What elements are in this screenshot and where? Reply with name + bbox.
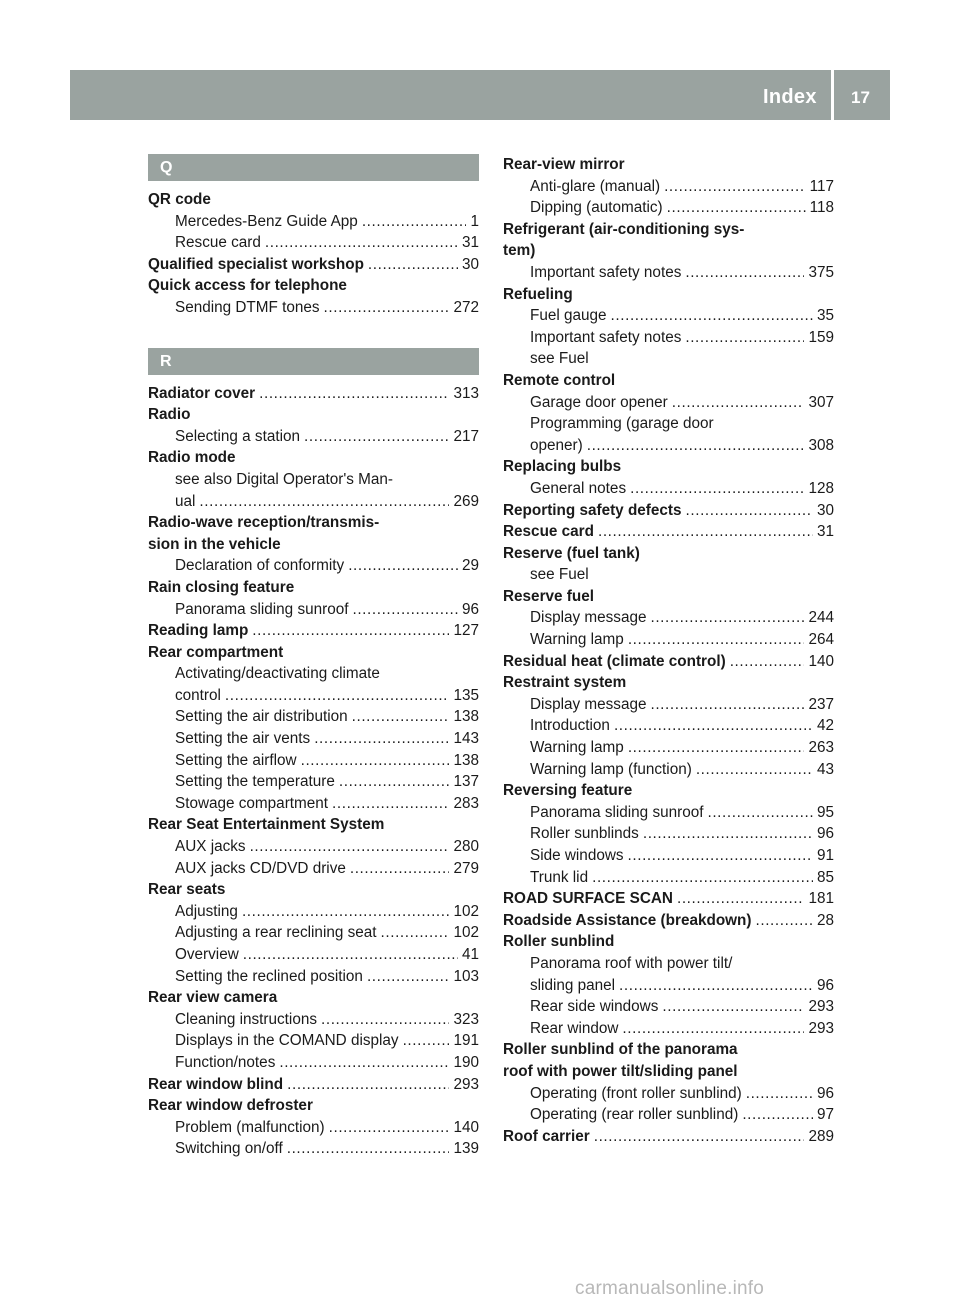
index-subentry[interactable] (503, 694, 834, 716)
index-subentry[interactable] (503, 1083, 834, 1105)
dot-leader (304, 426, 449, 448)
dot-leader (250, 836, 450, 858)
dot-leader (730, 651, 805, 673)
page-reference: 283 (453, 794, 479, 812)
dot-leader (321, 1009, 449, 1031)
index-subentry[interactable] (148, 771, 479, 793)
index-subentry[interactable] (148, 426, 479, 448)
index-subentry[interactable] (148, 555, 479, 577)
dot-leader (339, 771, 450, 793)
entry-text: Fuel gauge (530, 307, 607, 325)
index-subentry[interactable] (148, 685, 479, 707)
index-subentry[interactable] (503, 975, 834, 997)
page-reference: 42 (816, 717, 834, 735)
index-subentry[interactable] (503, 1018, 834, 1040)
entry-text: Rear side windows (530, 998, 659, 1016)
page-reference: 30 (816, 501, 834, 519)
index-subentry[interactable] (503, 435, 834, 457)
entry-text: Rescue card (175, 234, 261, 252)
dot-leader (265, 232, 458, 254)
index-entry-heading: Rear-view mirror (503, 156, 625, 173)
index-entry-heading: Radio-wave reception/transmis- (148, 514, 380, 532)
entry-text: Introduction (530, 717, 610, 735)
page-reference: 29 (461, 557, 479, 575)
header-divider (831, 70, 834, 120)
dot-leader (403, 1030, 450, 1052)
dot-leader (362, 211, 467, 233)
dot-leader (199, 491, 449, 513)
index-subentry[interactable] (148, 922, 479, 944)
index-subentry[interactable] (503, 867, 834, 889)
index-entry-heading: QR code (148, 191, 211, 208)
dot-leader (314, 728, 449, 750)
entry-text: Selecting a station (175, 427, 301, 445)
index-entry[interactable] (148, 383, 479, 405)
page-reference: 1 (470, 212, 479, 230)
index-entry-heading: Rear seats (148, 881, 226, 899)
page-reference: 191 (453, 1032, 479, 1050)
page-number: 17 (851, 88, 870, 107)
index-entry-heading: Replacing bulbs (503, 458, 622, 476)
entry-text: Garage door opener (530, 393, 668, 411)
index-subentry[interactable] (503, 197, 834, 219)
entry-text: Declaration of conformity (175, 557, 345, 575)
index-subentry[interactable] (148, 750, 479, 772)
page-reference: 128 (808, 479, 834, 497)
page-reference: 85 (816, 868, 834, 886)
dot-leader (352, 706, 450, 728)
index-subentry[interactable] (503, 759, 834, 781)
index-entry-heading: Reserve (fuel tank) (503, 544, 640, 562)
letter-heading: R (148, 348, 479, 375)
index-subentry[interactable] (148, 1138, 479, 1160)
index-subentry[interactable] (148, 1009, 479, 1031)
entry-text: Setting the air vents (175, 730, 311, 748)
dot-leader (329, 1117, 450, 1139)
index-subentry[interactable] (503, 823, 834, 845)
index-entry-heading: tem) (503, 242, 536, 260)
index-entry-heading: Refrigerant (air-conditioning sys- (503, 220, 745, 238)
index-subentry[interactable] (148, 793, 479, 815)
entry-text: Reading lamp (148, 622, 249, 640)
page-reference: 43 (816, 760, 834, 778)
page-reference: 190 (453, 1053, 479, 1071)
letter-heading: Q (148, 154, 479, 181)
dot-leader (685, 262, 804, 284)
entry-text: ROAD SURFACE SCAN (503, 890, 673, 908)
index-entry-heading: Rear window defroster (148, 1097, 313, 1115)
dot-leader (664, 176, 806, 198)
entry-text: Display message (530, 695, 647, 713)
dot-leader (332, 793, 449, 815)
page-reference: 96 (816, 825, 834, 843)
page-reference: 117 (809, 177, 834, 195)
page-reference: 135 (453, 686, 479, 704)
page-reference: 263 (808, 739, 834, 757)
entry-text: Reporting safety defects (503, 501, 682, 519)
dot-leader (685, 327, 804, 349)
dot-leader (707, 802, 813, 824)
index-subentry[interactable] (503, 996, 834, 1018)
page-reference: 31 (461, 234, 479, 252)
dot-leader (225, 685, 450, 707)
page-reference: 138 (453, 708, 479, 726)
dot-leader (756, 910, 813, 932)
page-reference: 31 (816, 523, 834, 541)
entry-text: General notes (530, 479, 627, 497)
index-subentry[interactable] (503, 478, 834, 500)
entry-text: Overview (175, 946, 239, 963)
index-column-left (148, 154, 479, 1160)
dot-leader (279, 1052, 449, 1074)
dot-leader (348, 555, 458, 577)
index-entry[interactable] (148, 254, 479, 276)
page-reference: 28 (816, 911, 834, 929)
page-reference: 138 (453, 751, 479, 769)
entry-text: Trunk lid (530, 868, 589, 886)
page-reference: 35 (816, 307, 834, 325)
index-entry[interactable] (503, 910, 834, 932)
page-reference: 323 (453, 1010, 479, 1028)
index-entry[interactable] (503, 1126, 834, 1148)
page-reference: 293 (808, 998, 834, 1016)
index-subentry[interactable] (503, 802, 834, 824)
page-reference: 272 (453, 298, 479, 316)
dot-leader (301, 750, 450, 772)
index-subentry[interactable] (148, 966, 479, 988)
page-reference: 30 (461, 255, 479, 273)
page-reference: 289 (808, 1127, 834, 1145)
dot-leader (650, 694, 804, 716)
index-entry-heading: Remote control (503, 371, 616, 389)
dot-leader (619, 975, 813, 997)
watermark: carmanualsonline.info (575, 1278, 765, 1299)
dot-leader (650, 607, 804, 629)
entry-text: Radiator cover (148, 384, 256, 402)
index-subentry[interactable] (503, 737, 834, 759)
entry-text: sliding panel (530, 976, 616, 994)
dot-leader (746, 1083, 813, 1105)
dot-leader (614, 715, 813, 737)
index-subentry[interactable] (148, 599, 479, 621)
page-reference: 181 (808, 890, 834, 908)
page-reference: 293 (453, 1075, 479, 1093)
index-entry-heading: sion in the vehicle (148, 535, 281, 553)
entry-text: Roof carrier (503, 1127, 590, 1145)
page-reference: 140 (808, 652, 834, 670)
page-reference: 264 (808, 631, 834, 649)
entry-text: Panorama sliding sunroof (530, 803, 704, 821)
page-reference: 127 (453, 622, 479, 640)
dot-leader (672, 392, 805, 414)
dot-leader (368, 254, 458, 276)
index-subentry[interactable] (148, 858, 479, 880)
entry-text: Mercedes-Benz Guide App (175, 212, 358, 230)
index-subentry[interactable] (503, 607, 834, 629)
index-subentry[interactable] (148, 836, 479, 858)
index-subentry[interactable] (503, 327, 834, 349)
index-subentry[interactable] (148, 944, 479, 966)
dot-leader (598, 521, 813, 543)
page-reference: 143 (453, 730, 479, 748)
entry-text: Roller sunblinds (530, 825, 639, 843)
entry-text: Display message (530, 609, 647, 627)
section-title: Index (763, 86, 817, 108)
entry-text: Warning lamp (function) (530, 760, 692, 778)
dot-leader (628, 629, 805, 651)
index-entry-heading: Restraint system (503, 674, 627, 692)
entry-text: Setting the reclined position (175, 967, 363, 985)
page-reference: 102 (453, 924, 479, 942)
page-reference: 159 (808, 328, 834, 346)
page-reference: 217 (453, 427, 479, 445)
index-entry-heading: Refueling (503, 285, 573, 303)
index-subentry[interactable] (148, 1052, 479, 1074)
entry-text: Panorama sliding sunroof (175, 600, 349, 618)
index-subentry[interactable] (148, 706, 479, 728)
index-entry-heading: Roller sunblind of the panorama (503, 1041, 738, 1059)
index-entry[interactable] (503, 500, 834, 522)
index-entry-heading: Radio (148, 406, 191, 424)
dot-leader (622, 1018, 804, 1040)
entry-text: Switching on/off (175, 1140, 283, 1158)
index-subentry[interactable] (148, 901, 479, 923)
dot-leader (592, 867, 813, 889)
dot-leader (594, 1126, 805, 1148)
index-subentry[interactable] (148, 1030, 479, 1052)
page-reference: 140 (453, 1118, 479, 1136)
index-entry-heading: Reserve fuel (503, 587, 594, 605)
entry-text: AUX jacks (175, 838, 246, 856)
entry-text: AUX jacks CD/DVD drive (175, 859, 346, 877)
index-entry-heading: Radio mode (148, 449, 236, 467)
entry-text: ual (175, 492, 196, 510)
index-subentry: Panorama roof with power tilt/ (530, 954, 733, 972)
page-reference: 279 (453, 859, 479, 877)
dot-leader (628, 845, 813, 867)
page-reference: 102 (453, 902, 479, 920)
index-subentry[interactable] (503, 845, 834, 867)
index-entry[interactable] (503, 651, 834, 673)
entry-text: Warning lamp (530, 631, 624, 649)
page-reference: 313 (453, 384, 479, 402)
entry-text: control (175, 686, 221, 704)
page-reference: 96 (816, 976, 834, 994)
page-reference: 293 (808, 1019, 834, 1037)
page-reference: 280 (453, 838, 479, 856)
entry-text: Function/notes (175, 1053, 276, 1071)
entry-text: Anti-glare (manual) (530, 177, 661, 195)
index-entry-heading: Rear view camera (148, 989, 278, 1007)
index-subentry[interactable] (503, 392, 834, 414)
entry-text: Warning lamp (530, 739, 624, 757)
page-reference: 375 (808, 263, 834, 281)
dot-leader (287, 1074, 449, 1096)
page-reference: 237 (808, 695, 834, 713)
dot-leader (667, 197, 806, 219)
index-entry-heading: Reversing feature (503, 782, 633, 800)
index-subentry: see also Digital Operator's Man- (175, 470, 394, 488)
index-subentry[interactable] (503, 262, 834, 284)
page-reference: 307 (808, 393, 834, 411)
entry-text: Roadside Assistance (breakdown) (503, 911, 752, 929)
dot-leader (643, 823, 813, 845)
entry-text: Important safety notes (530, 263, 682, 281)
page-reference: 91 (816, 847, 834, 864)
entry-text: Setting the temperature (175, 773, 335, 791)
page-reference: 139 (453, 1140, 479, 1158)
dot-leader (350, 858, 450, 880)
index-entry-heading: Rain closing feature (148, 578, 295, 596)
index-entry[interactable] (148, 620, 479, 642)
index-entry[interactable] (503, 888, 834, 910)
entry-text: Cleaning instructions (175, 1010, 317, 1028)
entry-text: Adjusting a rear reclining seat (175, 924, 377, 942)
index-entry-heading: Rear compartment (148, 643, 284, 661)
index-subentry[interactable] (148, 491, 479, 513)
page-reference: 96 (461, 600, 479, 618)
page-reference: 244 (808, 609, 834, 627)
entry-text: Qualified specialist workshop (148, 255, 364, 273)
dot-leader (243, 944, 458, 966)
index-entry[interactable] (148, 1074, 479, 1096)
dot-leader (628, 737, 805, 759)
page-reference: 41 (461, 946, 479, 963)
entry-text: Setting the airflow (175, 751, 297, 769)
index-subentry: Programming (garage door (530, 415, 714, 433)
index-entry-heading: Roller sunblind (503, 933, 615, 951)
index-entry-heading: Rear Seat Entertainment System (148, 816, 385, 834)
entry-text: Setting the air distribution (175, 708, 348, 726)
entry-text: Residual heat (climate control) (503, 652, 726, 670)
index-subentry: see Fuel (530, 350, 589, 368)
entry-text: Rear window (530, 1019, 619, 1037)
dot-leader (259, 383, 449, 405)
dot-leader (686, 500, 813, 522)
index-subentry[interactable] (148, 232, 479, 254)
page-reference: 137 (453, 773, 479, 791)
index-entry-heading: roof with power tilt/sliding panel (503, 1062, 738, 1080)
page-reference: 97 (816, 1106, 834, 1124)
entry-text: Side windows (530, 847, 624, 864)
entry-text: Problem (malfunction) (175, 1118, 325, 1136)
dot-leader (611, 305, 813, 327)
dot-leader (287, 1138, 450, 1160)
index-entry[interactable] (503, 521, 834, 543)
entry-text: Rescue card (503, 523, 594, 541)
index-subentry[interactable] (503, 1104, 834, 1126)
dot-leader (630, 478, 804, 500)
entry-text: Operating (rear roller sunblind) (530, 1106, 739, 1124)
page-reference: 95 (816, 803, 834, 821)
dot-leader (381, 922, 450, 944)
index-subentry[interactable] (503, 305, 834, 327)
index-subentry[interactable] (148, 297, 479, 319)
dot-leader (352, 599, 458, 621)
dot-leader (252, 620, 449, 642)
entry-text: Dipping (automatic) (530, 199, 663, 217)
entry-text: Adjusting (175, 902, 238, 920)
dot-leader (742, 1104, 813, 1126)
index-subentry: Activating/deactivating climate (175, 665, 380, 683)
index-entry-heading: Quick access for telephone (148, 277, 347, 295)
entry-text: Important safety notes (530, 328, 682, 346)
index-subentry[interactable] (148, 211, 479, 233)
entry-text: Rear window blind (148, 1075, 284, 1093)
entry-text: Sending DTMF tones (175, 298, 320, 316)
page-reference: 103 (453, 967, 479, 985)
index-subentry: see Fuel (530, 566, 589, 584)
index-subentry[interactable] (503, 629, 834, 651)
entry-text: Operating (front roller sunblind) (530, 1084, 742, 1102)
dot-leader (367, 966, 450, 988)
dot-leader (242, 901, 450, 923)
dot-leader (587, 435, 805, 457)
entry-text: Stowage compartment (175, 794, 329, 812)
dot-leader (662, 996, 804, 1018)
index-subentry[interactable] (148, 728, 479, 750)
entry-text: opener) (530, 436, 583, 454)
index-column-right (503, 154, 834, 1147)
entry-text: Displays in the COMAND display (175, 1032, 399, 1050)
dot-leader (324, 297, 450, 319)
page-reference: 96 (816, 1084, 834, 1102)
dot-leader (677, 888, 804, 910)
section-spacer (148, 319, 479, 348)
index-subentry[interactable] (503, 176, 834, 198)
index-subentry[interactable] (148, 1117, 479, 1139)
page-reference: 269 (453, 492, 479, 510)
index-subentry[interactable] (503, 715, 834, 737)
dot-leader (696, 759, 813, 781)
page-reference: 118 (809, 199, 834, 217)
page-reference: 308 (808, 436, 834, 454)
